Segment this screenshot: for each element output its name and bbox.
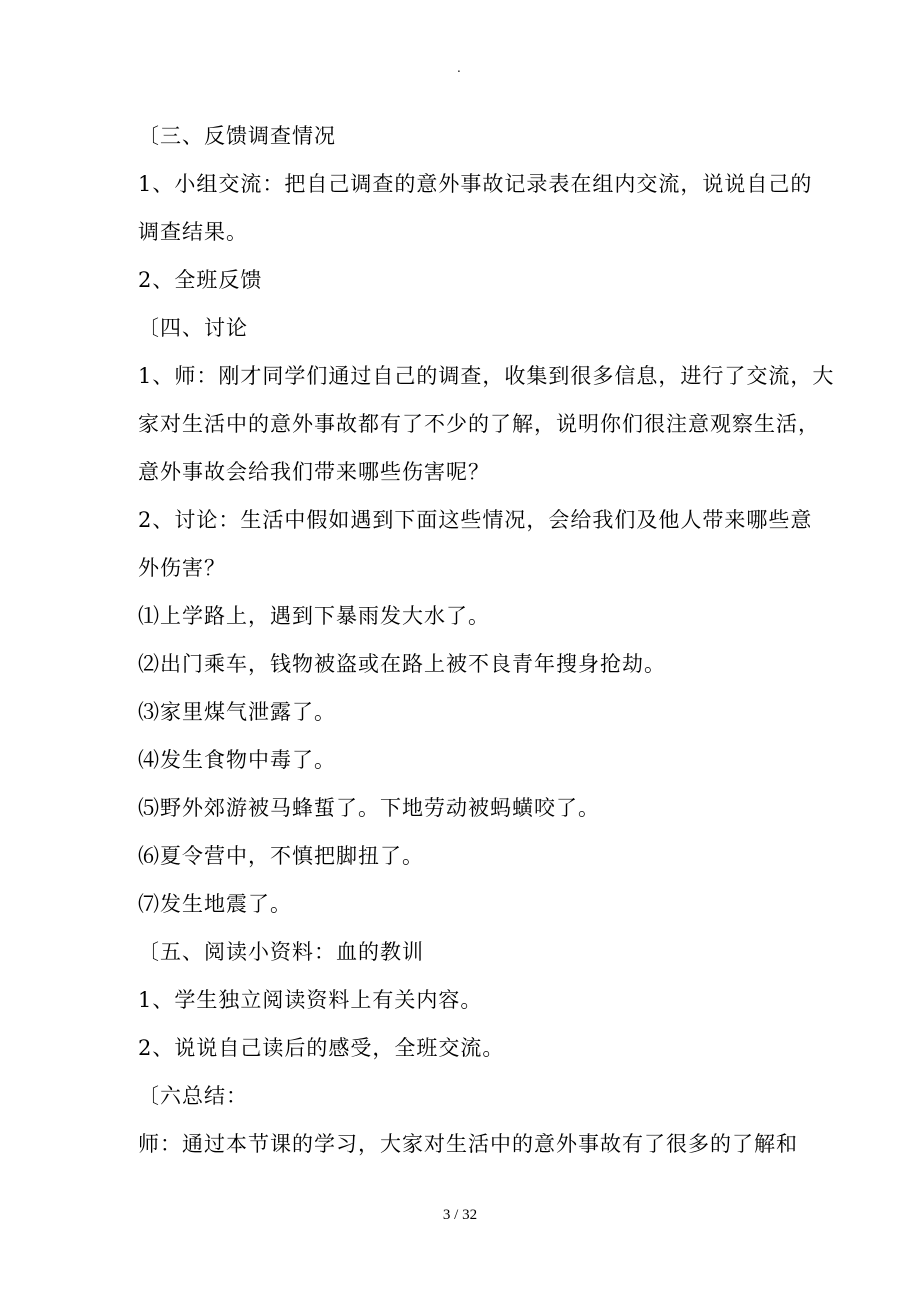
page-number: 3 / 32 [442, 1207, 478, 1223]
paragraph-line: 调查结果。 [138, 220, 248, 244]
list-item: ⑹夏令营中，不慎把脚扭了。 [138, 844, 424, 868]
list-item: ⑶家里煤气泄露了。 [138, 700, 336, 724]
paragraph-line: 1、小组交流：把自己调查的意外事故记录表在组内交流，说说自己的 [138, 172, 813, 196]
list-item: ⑵出门乘车，钱物被盗或在路上被不良青年搜身抢劫。 [138, 652, 666, 676]
section-heading-reading: 〔五、阅读小资料：血的教训 [138, 940, 424, 964]
header-mark: . [457, 61, 461, 75]
section-heading-discussion: 〔四、讨论 [138, 316, 248, 340]
section-heading-feedback: 〔三、反馈调查情况 [138, 124, 336, 148]
paragraph-line: 1、师：刚才同学们通过自己的调查，收集到很多信息，进行了交流，大 [138, 364, 835, 388]
list-item: ⑷发生食物中毒了。 [138, 748, 336, 772]
list-item: ⑴上学路上，遇到下暴雨发大水了。 [138, 604, 490, 628]
list-item: ⑸野外郊游被马蜂蜇了。下地劳动被蚂蟥咬了。 [138, 796, 600, 820]
paragraph-line: 家对生活中的意外事故都有了不少的了解，说明你们很注意观察生活， [138, 412, 820, 436]
list-item: ⑺发生地震了。 [138, 892, 292, 916]
paragraph-line: 2、讨论：生活中假如遇到下面这些情况，会给我们及他人带来哪些意 [138, 508, 813, 532]
paragraph-line: 师：通过本节课的学习，大家对生活中的意外事故有了很多的了解和 [138, 1132, 798, 1156]
section-heading-summary: 〔六总结： [138, 1084, 248, 1108]
paragraph-line: 2、说说自己读后的感受，全班交流。 [138, 1036, 505, 1060]
paragraph-line: 2、全班反馈 [138, 268, 263, 292]
paragraph-line: 意外事故会给我们带来哪些伤害呢？ [138, 460, 490, 484]
document-body [138, 112, 835, 1168]
paragraph-line: 外伤害？ [138, 556, 226, 580]
paragraph-line: 1、学生独立阅读资料上有关内容。 [138, 988, 483, 1012]
